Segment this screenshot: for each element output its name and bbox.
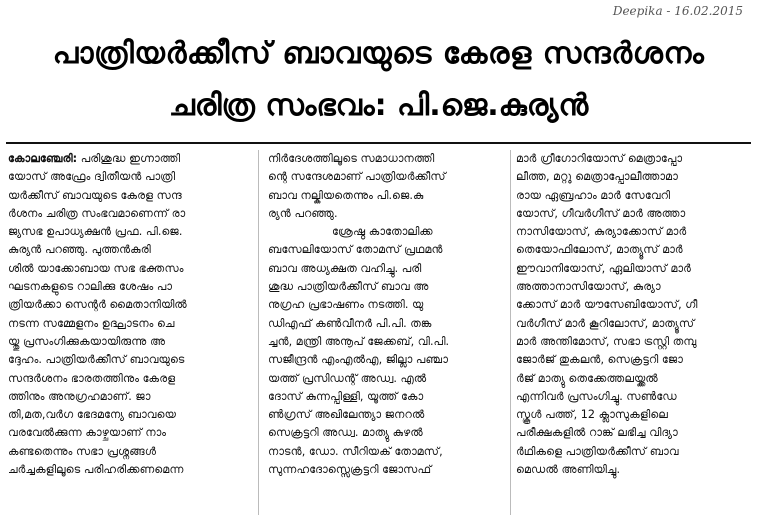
column-line: വർഗീസ് മാർ കൂറിലോസ്, മാത്യൂസ് [516,316,695,330]
column-line: ശിൽ യാക്കോബായ സഭ ഭക്തസം [8,261,184,275]
column-line: ജ്യസഭ ഉപാധ്യക്ഷൻ പ്രഫ. പി.ജെ. [8,225,183,239]
column-line: ചർച്ചകളിലൂടെ പരിഹരിക്കണമെന്ന [8,463,184,477]
column-line: തെയോഫിലോസ്, മാത്യൂസ് മാർ [516,243,683,257]
column-line: സ്കൂൾ പത്ത്, 12 ക്ലാസുകളിലെ [516,408,668,422]
column-line: സന്ദർശനം ഭാരതത്തിനും കേരള [8,371,176,385]
column-line: ദ്ദേഹം. പാത്രിയർക്കീസ് ബാവയുടെ [8,353,185,367]
column-line: ശുദ്ധ പാത്രിയർക്കീസ് ബാവ അ [268,280,429,294]
column-line: യോസ് അഫ്രേം ദ്വിതീയൻ പാത്രി [8,170,176,184]
column-line: എന്നിവർ പ്രസംഗിച്ചു. സൺഡേ [516,389,677,403]
column-line: ക്കോസ് മാർ യൗസേബിയോസ്, ഗീ [516,298,698,312]
column-line: ഘടനകളുടെ റാലിക്കു ശേഷം പാ [8,280,173,294]
column-line: നിർദേശത്തിലൂടെ സമാധാനത്തി [268,152,435,165]
column-line: ഈവാനിയോസ്, ഏലിയാസ് മാർ [516,261,692,275]
column-line: രായ ഏബ്രഹാം മാർ സേവേറി [516,188,671,202]
column-line: യർക്കീസ് ബാവയുടെ കേരള സന്ദ [8,188,182,202]
column-line: നടന്ന സമ്മേളനം ഉദ്ഘാടനം ചെ [8,316,175,330]
column-line: ത്രിയർക്കാ സെന്റർ മൈതാനിയിൽ [8,298,187,312]
column-line: നാസിയോസ്, കുര്യാക്കോസ് മാർ [516,225,687,239]
column-line: യോസ്, ഗീവർഗീസ് മാർ അത്താ [516,206,686,220]
headline-divider [6,142,751,144]
column-line: ച്ചൻ, മന്ത്രി അനൂപ് ജേക്കബ്, വി.പി. [268,334,450,348]
column-line: ർശനം ചരിത്ര സംഭവമാണെന്ന് രാ [8,206,186,220]
column-line: മെഡൽ അണിയിച്ചു. [516,463,621,477]
column-line: സുന്നഹദോസ്സെക്രട്ടറി ജോസഫ് [268,463,432,477]
column-line: സെക്രട്ടറി അഡ്വ. മാത്യു കുഴൽ [268,426,423,440]
column-line: മാർ അന്തിമോസ്, സഭാ ട്രസ്റ്റി തമ്പു [516,334,697,348]
column-line: ബസേലിയോസ് തോമസ് പ്രഥമൻ [268,243,443,257]
paragraph-start-line: ശ്രേഷ്ഠ കാതോലിക്ക [332,225,433,239]
column-divider [258,150,259,515]
column-line: ത്തിനും അനുഗ്രഹമാണ്. ജാ [8,389,151,403]
column-line: ൺഗ്രസ് അഖിലേന്ത്യാ ജനറൽ [268,408,425,422]
column-divider [510,150,511,515]
column-line: യത്ത് പ്രസിഡന്റ് അഡ്വ. എൽ [268,371,427,385]
column-line: ദോസ് കുന്നപ്പിള്ളി, യൂത്ത് കോ [268,389,424,403]
dateline: കോലഞ്ചേരി: [8,152,78,165]
column-line: ജോർജ് തുകലൻ, സെക്രട്ടറി ജോ [516,353,683,367]
column-line: തി,മത,വർഗ ഭേദമന്യേ ബാവയെ [8,408,177,422]
column-line: ഡിഎഫ് കൺവീനർ പി.പി. തങ്ക [268,316,432,330]
headline-line-1: പാത്രിയർക്കീസ് ബാവയുടെ കേരള സന്ദർശനം [52,36,705,71]
column-line: ർജ് മാത്യു തെക്കേത്തലയ്ക്കൽ [516,371,658,385]
publication-dateline: Deepika - 16.02.2015 [612,4,743,18]
column-line: കണ്ടതെന്നും സഭാ പ്രശ്നങ്ങൾ [8,444,157,458]
column-line: നാടൻ, ഡോ. സീറിയക് തോമസ്, [268,444,443,458]
column-line: നുഗ്രഹ പ്രഭാഷണം നടത്തി. യു [268,298,424,312]
column-line: മാർ ഗ്രീഗോറിയോസ് മെത്രാപ്പോ [516,152,683,165]
column-line: ര്യൻ പറഞ്ഞു. [268,206,338,220]
column-line: ർഥികളെ പാത്രിയർക്കീസ് ബാവ [516,444,679,458]
column-line: യ്തു പ്രസംഗിക്കുകയായിരുന്നു അ [8,334,166,348]
column-line: ലീത്ത, മറ്റു മെത്രാപ്പോലീത്താമാ [516,170,678,184]
article-column-2 [268,150,506,479]
article-column-1 [8,150,250,479]
headline-line-2: ചരിത്ര സംഭവം: പി.ജെ.കുര്യൻ [168,88,589,123]
column-line: കുര്യൻ പറഞ്ഞു. പുത്തൻകുരി [8,243,151,257]
column-line: കോലഞ്ചേരി: പരിശുദ്ധ ഇഗ്നാത്തി [8,152,181,165]
column-line: വരവേൽക്കുന്ന കാഴ്ചയാണ് നാം [8,426,167,440]
column-line: ബാവ നല്കിയതെന്നും പി.ജെ.കു [268,188,424,202]
article-column-3 [516,150,752,479]
column-line: ബാവ അധ്യക്ഷത വഹിച്ചു. പരി [268,261,422,275]
column-line: പരീക്ഷകളിൽ റാങ്ക് ലഭിച്ച വിദ്യാ [516,426,678,440]
column-line: സജീന്ദ്രൻ എംഎൽഎ, ജില്ലാ പഞ്ചാ [268,353,448,367]
column-line: ന്റെ സന്ദേശമാണ് പാത്രിയർക്കീസ് [268,170,446,184]
column-line: അത്താനാസിയോസ്, കുര്യാ [516,280,661,294]
